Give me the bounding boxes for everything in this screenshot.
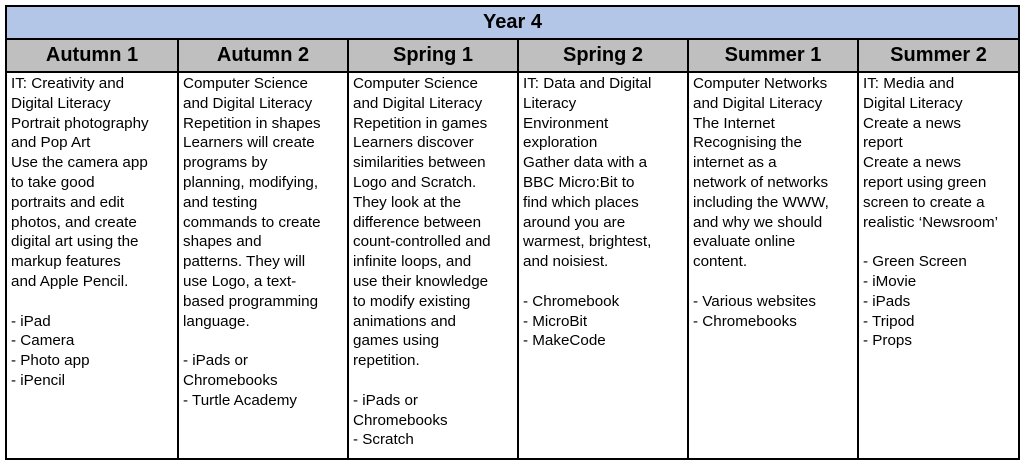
term-content-spring-1: Computer Science and Digital Literacy Repetition in games Learners discover similarities between Logo and Scratch. They look at the difference between count-controlled and infinite loops, and use their knowledge to modify existing animations and games using repetition. - iPads or Chromebooks - Scratch xyxy=(353,75,491,449)
term-heading-summer-2: Summer 2 xyxy=(859,40,1018,71)
term-heading-summer-1: Summer 1 xyxy=(689,40,859,71)
term-heading-spring-2: Spring 2 xyxy=(519,40,689,71)
term-heading-autumn-2: Autumn 2 xyxy=(179,40,349,71)
term-heading-row xyxy=(7,40,1018,73)
term-column-spring-1 xyxy=(349,73,519,460)
term-column-summer-1 xyxy=(689,73,859,460)
curriculum-table xyxy=(5,5,1020,460)
term-content-spring-2: IT: Data and Digital Literacy Environment exploration Gather data with a BBC Micro:Bit to find which places around you are warmest, brightest, and noisiest. - Chromebook - MicroBit - MakeCode xyxy=(523,75,652,350)
term-heading-spring-1: Spring 1 xyxy=(349,40,519,71)
term-column-autumn-2 xyxy=(179,73,349,460)
year-title: Year 4 xyxy=(7,7,1018,40)
term-content-summer-1: Computer Networks and Digital Literacy The Internet Recognising the internet as a network of networks including the WWW, and why we should evaluate online content. - Various websites - Chromebooks xyxy=(693,75,829,330)
term-content-autumn-2: Computer Science and Digital Literacy Repetition in shapes Learners will create programs by planning, modifying, and testing commands to create shapes and patterns. They will use Logo, a text- based programming language. - iPads or Chromebooks - Turtle Academy xyxy=(183,75,321,409)
term-column-spring-2 xyxy=(519,73,689,460)
term-column-summer-2 xyxy=(859,73,1018,460)
term-content-row xyxy=(7,73,1018,460)
term-content-summer-2: IT: Media and Digital Literacy Create a news report Create a news report using green screen to create a realistic ‘Newsroom’ - Green Screen - iMovie - iPads - Tripod - Props xyxy=(863,75,999,350)
term-content-autumn-1: IT: Creativity and Digital Literacy Portrait photography and Pop Art Use the camera app to take good portraits and edit photos, and create digital art using the markup features and Apple Pencil. - iPad - Camera - Photo app - iPencil xyxy=(11,75,149,389)
term-heading-autumn-1: Autumn 1 xyxy=(7,40,179,71)
term-column-autumn-1 xyxy=(7,73,179,460)
